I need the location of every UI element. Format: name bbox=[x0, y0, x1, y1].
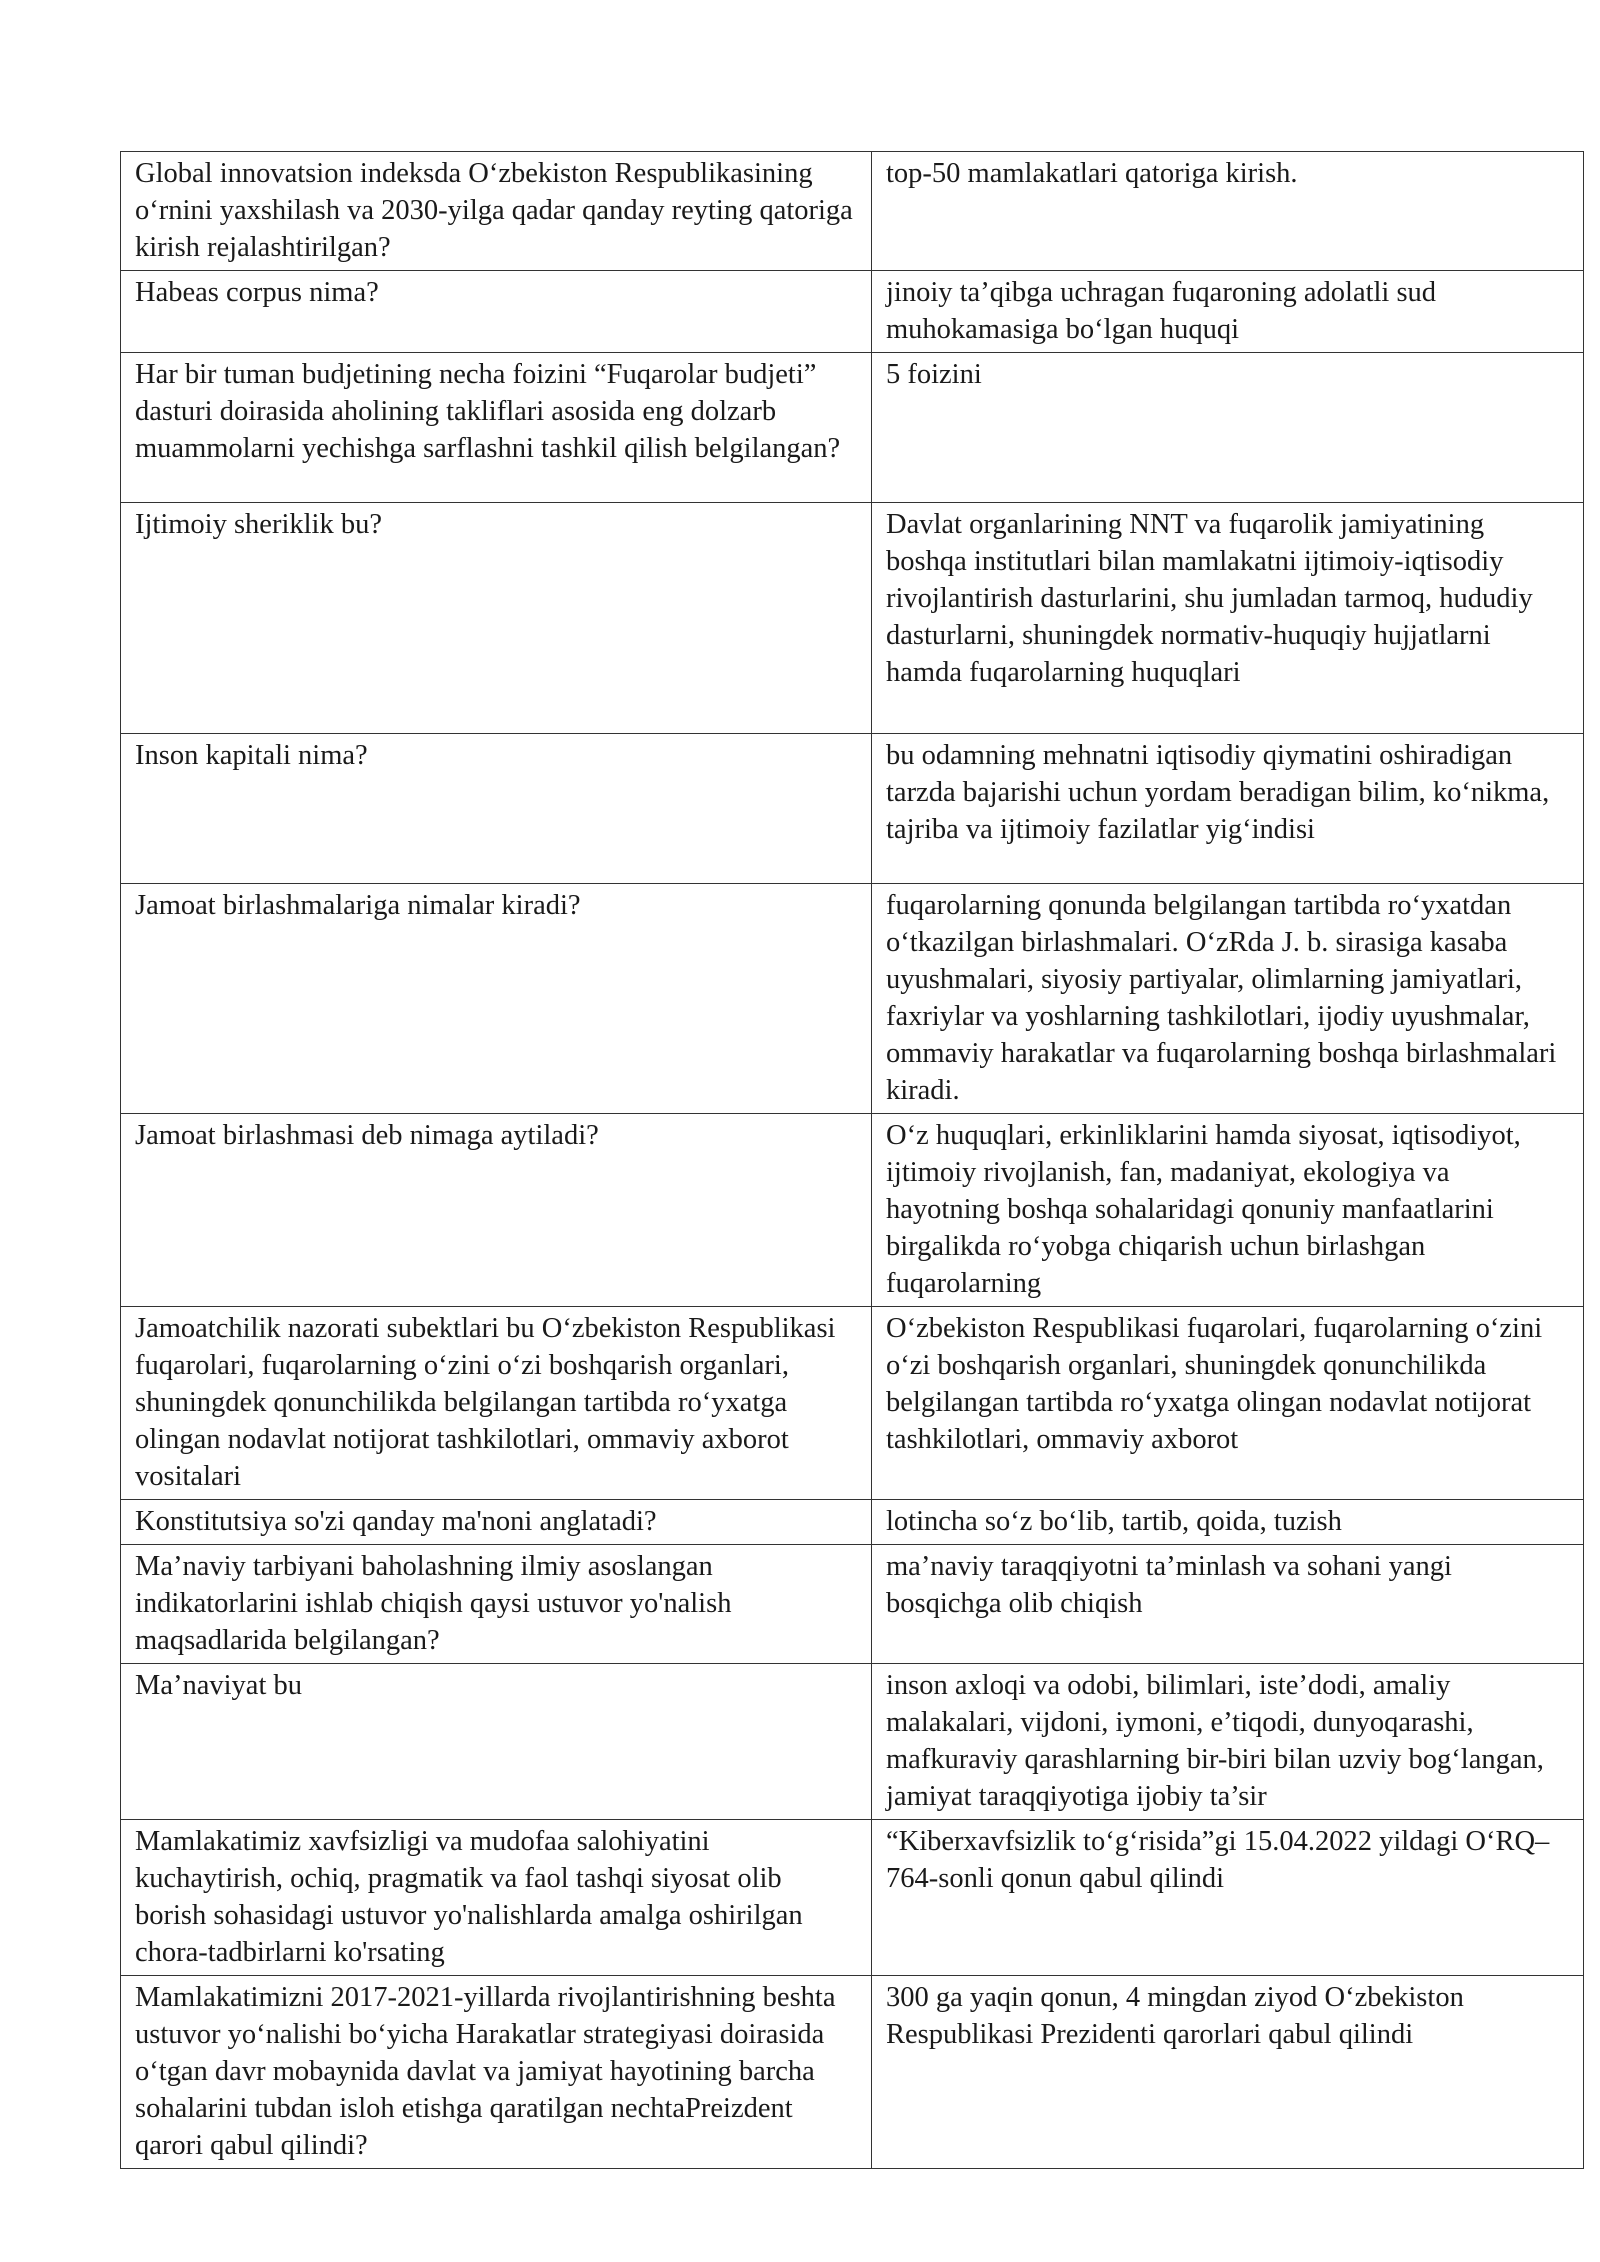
question-cell: Ijtimoiy sheriklik bu? bbox=[121, 503, 872, 734]
question-cell: Habeas corpus nima? bbox=[121, 271, 872, 353]
answer-cell: O‘zbekiston Respublikasi fuqarolari, fuqarolarning o‘zini o‘zi boshqarish organlari, shuningdek qonunchilikda belgilangan tartibda ro‘yxatga olingan nodavlat notijorat tashkilotlari, ommaviy axborot bbox=[872, 1307, 1584, 1500]
question-cell: Mamlakatimizni 2017-2021-yillarda rivojlantirishning beshta ustuvor yo‘nalishi bo‘yicha Harakatlar strategiyasi doirasida o‘tgan davr mobaynida davlat va jamiyat hayotining barcha sohalarini tubdan isloh etishga qaratilgan nechtaPreizdent qarori qabul qilindi? bbox=[121, 1976, 872, 2169]
answer-cell: top-50 mamlakatlari qatoriga kirish. bbox=[872, 152, 1584, 271]
question-cell: Konstitutsiya so'zi qanday ma'noni anglatadi? bbox=[121, 1500, 872, 1545]
question-cell: Jamoat birlashmasi deb nimaga aytiladi? bbox=[121, 1114, 872, 1307]
table-row bbox=[121, 1976, 1584, 2169]
question-cell: Har bir tuman budjetining necha foizini “Fuqarolar budjeti” dasturi doirasida aholining takliflari asosida eng dolzarb muammolarni yechishga sarflashni tashkil qilish belgilangan? bbox=[121, 353, 872, 503]
table-row bbox=[121, 1545, 1584, 1664]
question-cell: Ma’naviyat bu bbox=[121, 1664, 872, 1820]
question-cell: Jamoatchilik nazorati subektlari bu O‘zbekiston Respublikasi fuqarolari, fuqarolarning o‘zini o‘zi boshqarish organlari, shuningdek qonunchilikda belgilangan tartibda ro‘yxatga olingan nodavlat notijorat tashkilotlari, ommaviy axborot vositalari bbox=[121, 1307, 872, 1500]
answer-cell: 5 foizini bbox=[872, 353, 1584, 503]
answer-cell: ma’naviy taraqqiyotni ta’minlash va sohani yangi bosqichga olib chiqish bbox=[872, 1545, 1584, 1664]
question-cell: Jamoat birlashmalariga nimalar kiradi? bbox=[121, 884, 872, 1114]
table-row bbox=[121, 734, 1584, 884]
table-row bbox=[121, 503, 1584, 734]
answer-cell: inson axloqi va odobi, bilimlari, iste’dodi, amaliy malakalari, vijdoni, iymoni, e’tiqodi, dunyoqarashi, mafkuraviy qarashlarning bir-biri bilan uzviy bog‘langan, jamiyat taraqqiyotiga ijobiy ta’sir bbox=[872, 1664, 1584, 1820]
answer-cell: bu odamning mehnatni iqtisodiy qiymatini oshiradigan tarzda bajarishi uchun yordam beradigan bilim, ko‘nikma, tajriba va ijtimoiy fazilatlar yig‘indisi bbox=[872, 734, 1584, 884]
table-row bbox=[121, 1114, 1584, 1307]
qa-table bbox=[120, 151, 1584, 2169]
question-cell: Global innovatsion indeksda O‘zbekiston Respublikasining o‘rnini yaxshilash va 2030-yilga qadar qanday reyting qatoriga kirish rejalashtirilgan? bbox=[121, 152, 872, 271]
table-row bbox=[121, 1500, 1584, 1545]
question-cell: Inson kapitali nima? bbox=[121, 734, 872, 884]
answer-cell: 300 ga yaqin qonun, 4 mingdan ziyod O‘zbekiston Respublikasi Prezidenti qarorlari qabul qilindi bbox=[872, 1976, 1584, 2169]
answer-cell: Davlat organlarining NNT va fuqarolik jamiyatining boshqa institutlari bilan mamlakatni ijtimoiy-iqtisodiy rivojlantirish dasturlarini, shu jumladan tarmoq, hududiy dasturlarni, shuningdek normativ-huquqiy hujjatlarni hamda fuqarolarning huquqlari bbox=[872, 503, 1584, 734]
table-row bbox=[121, 271, 1584, 353]
question-cell: Mamlakatimiz xavfsizligi va mudofaa salohiyatini kuchaytirish, ochiq, pragmatik va faol tashqi siyosat olib borish sohasidagi ustuvor yo'nalishlarda amalga oshirilgan chora-tadbirlarni ko'rsating bbox=[121, 1820, 872, 1976]
table-row bbox=[121, 1664, 1584, 1820]
table-row bbox=[121, 1820, 1584, 1976]
question-cell: Ma’naviy tarbiyani baholashning ilmiy asoslangan indikatorlarini ishlab chiqish qaysi ustuvor yo'nalish maqsadlarida belgilangan? bbox=[121, 1545, 872, 1664]
answer-cell: fuqarolarning qonunda belgilangan tartibda ro‘yxatdan o‘tkazilgan birlashmalari. O‘zRda J. b. sirasiga kasaba uyushmalari, siyosiy partiyalar, olimlarning jamiyatlari, faxriylar va yoshlarning tashkilotlari, ijodiy uyushmalar, ommaviy harakatlar va fuqarolarning boshqa birlashmalari kiradi. bbox=[872, 884, 1584, 1114]
table-row bbox=[121, 884, 1584, 1114]
answer-cell: lotincha so‘z bo‘lib, tartib, qoida, tuzish bbox=[872, 1500, 1584, 1545]
answer-cell: “Kiberxavfsizlik to‘g‘risida”gi 15.04.2022 yildagi O‘RQ–764-sonli qonun qabul qilindi bbox=[872, 1820, 1584, 1976]
answer-cell: jinoiy ta’qibga uchragan fuqaroning adolatli sud muhokamasiga bo‘lgan huquqi bbox=[872, 271, 1584, 353]
table-row bbox=[121, 152, 1584, 271]
answer-cell: O‘z huquqlari, erkinliklarini hamda siyosat, iqtisodiyot, ijtimoiy rivojlanish, fan, madaniyat, ekologiya va hayotning boshqa sohalaridagi qonuniy manfaatlarini birgalikda ro‘yobga chiqarish uchun birlashgan fuqarolarning bbox=[872, 1114, 1584, 1307]
table-row bbox=[121, 1307, 1584, 1500]
table-row bbox=[121, 353, 1584, 503]
